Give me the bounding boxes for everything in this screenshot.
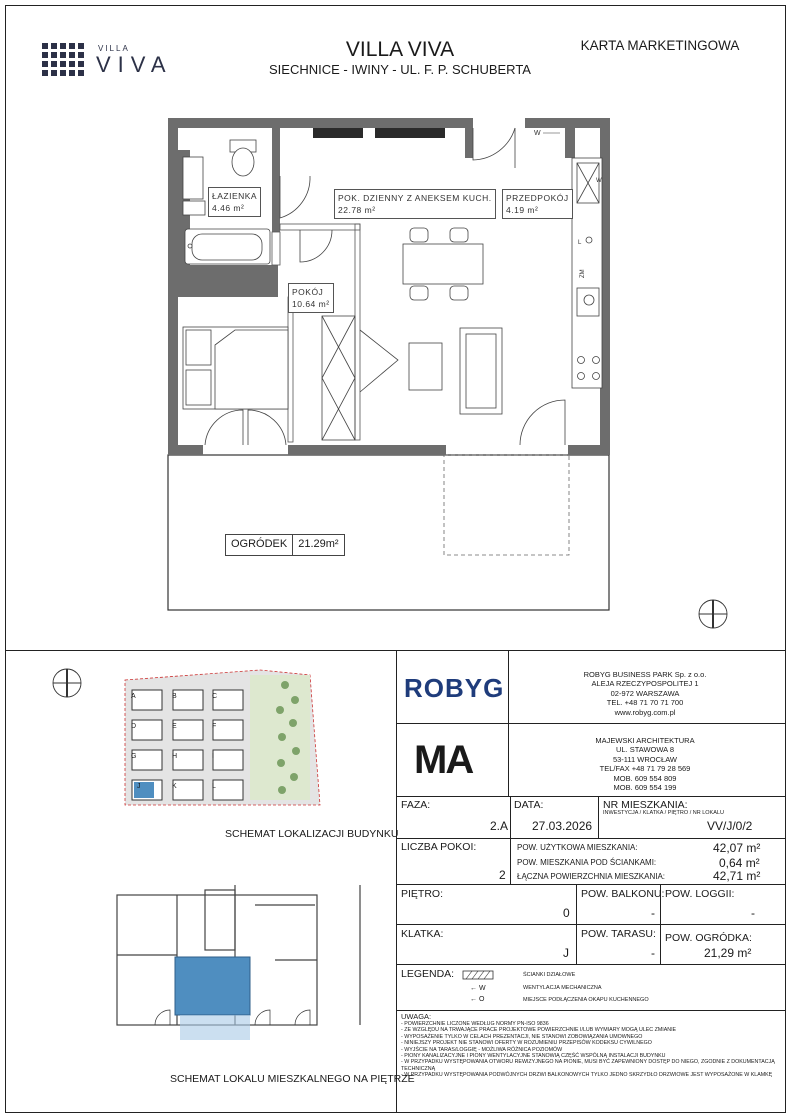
legend-item: WENTYLACJA MECHANICZNA	[523, 985, 602, 991]
balcony-label: POW. BALKONU:	[581, 888, 665, 900]
divider	[396, 650, 397, 1113]
nr-sublabel: INWESTYCJA / KLATKA / PIĘTRO / NR LOKALU	[603, 810, 724, 816]
room-name: ŁAZIENKA	[212, 191, 258, 201]
building-label: E	[172, 723, 177, 730]
floor-scheme	[95, 875, 390, 1055]
garden-area: 21.29m²	[298, 538, 339, 550]
kitchen	[572, 158, 602, 388]
developer-line: ALEJA RZECZYPOSPOLITEJ 1	[591, 679, 699, 689]
divider	[396, 964, 786, 965]
ma-logo: MA	[414, 738, 473, 782]
note-line: - PIONY KANALIZACYJNE I PIONY WENTYLACYJNE STANOWIĄ CZĘŚĆ WSPÓLNĄ INSTALACJI BUDYNKU	[401, 1053, 666, 1060]
balcony-value: -	[651, 906, 655, 920]
floor-value: 0	[563, 906, 570, 920]
unit-highlight	[175, 957, 250, 1015]
date-value: 27.03.2026	[532, 819, 593, 833]
divider	[576, 884, 577, 964]
building-label: G	[131, 753, 137, 760]
document-type: KARTA MARKETINGOWA	[580, 38, 740, 53]
building-label: I	[212, 753, 214, 760]
notes-title: UWAGA:	[401, 1012, 432, 1021]
page-title: VILLA VIVA	[345, 38, 455, 61]
staircase-value: J	[563, 946, 569, 960]
logo-big-text: VIVA	[96, 52, 173, 77]
legend-hood-symbol: ← O	[470, 996, 485, 1003]
building-label: D	[131, 723, 137, 730]
mark-w1: W	[534, 130, 541, 137]
rooms-label: LICZBA POKOI:	[401, 841, 477, 853]
developer-info	[520, 670, 770, 717]
label-room	[288, 283, 334, 313]
rooms-value: 2	[499, 868, 506, 882]
loggia-value: -	[751, 906, 755, 920]
date-label: DATA:	[514, 799, 544, 811]
note-line: - W PRZYPADKU WYSTĘPOWANIA PODWÓJNYCH DRZWI BALKONOWYCH TYLKO JEDNO SKRZYDŁO DRZWIOWE JEST WYPOSAŻONE W KLAMKĘ	[401, 1072, 773, 1079]
note-line: - POWIERZCHNIE LICZONE WEDŁUG NORMY PN-ISO 9836	[401, 1021, 549, 1027]
mark-l: L	[578, 240, 582, 246]
site-location-map	[10, 655, 390, 820]
divider	[396, 884, 786, 885]
garden-area-value: 21,29 m²	[704, 946, 752, 960]
legend-o: O	[478, 996, 485, 1003]
divider	[510, 838, 511, 884]
notes-list	[401, 1021, 781, 1079]
north-compass	[699, 600, 727, 628]
windows-top	[313, 128, 445, 138]
developer-line: TEL. +48 71 70 71 700	[606, 698, 684, 708]
bed	[183, 327, 288, 409]
terrace-value: -	[651, 946, 655, 960]
note-line: - WYJŚCIE NA TARAS/LOGGIĘ - MOŻLIWA RÓŻNICA POZIOMÓW	[401, 1046, 563, 1053]
building-label: K	[172, 783, 177, 790]
terrace-label: POW. TARASU:	[581, 928, 656, 940]
note-line: - WYPOSAŻENIE TYLKO W CELACH PREZENTACJI, NIE STANOWI ZOBOWIĄZANIA UMOWNEGO	[401, 1033, 643, 1040]
room-name: PRZEDPOKÓJ	[506, 193, 569, 203]
legend-item: MIEJSCE PODŁĄCZENIA OKAPU KUCHENNEGO	[523, 997, 649, 1003]
developer-line: www.robyg.com.pl	[614, 707, 676, 717]
mark-w2: W	[596, 178, 602, 184]
garden-highlight	[180, 1015, 250, 1040]
architect-info	[520, 736, 770, 792]
room-name: POK. DZIENNY Z ANEKSEM KUCH.	[338, 193, 492, 203]
divider	[598, 796, 599, 838]
garden-name: OGRÓDEK	[226, 535, 293, 555]
location-caption: SCHEMAT LOKALIZACJI BUDYNKU	[225, 828, 399, 840]
note-line: TECHNICZNĄ	[401, 1065, 436, 1072]
legend-label: LEGENDA:	[401, 968, 455, 980]
architect-line: TEL/FAX +48 71 79 28 569	[599, 764, 691, 774]
total-area-value: 42,71 m²	[713, 869, 761, 883]
building-label: F	[212, 723, 217, 730]
under-walls-value: 0,64 m²	[719, 856, 760, 870]
room-name: POKÓJ	[292, 287, 324, 297]
room-area: 4.19 m²	[506, 205, 539, 215]
label-living-room	[334, 189, 496, 219]
garden-outline	[168, 455, 609, 610]
note-line: - NINIEJSZY PROJEKT NIE STANOWI OFERTY W ROZUMIENIU PRZEPISÓW KODEKSU CYWILNEGO	[401, 1040, 652, 1047]
robyg-logo: ROBYG	[404, 673, 505, 703]
mark-zm: ZM	[580, 269, 586, 278]
building-label: C	[212, 693, 218, 700]
building-label: L	[212, 783, 216, 790]
divider	[396, 1010, 786, 1011]
building-label: J	[137, 783, 141, 790]
wardrobe	[322, 316, 355, 440]
under-walls-label: POW. MIESZKANIA POD ŚCIANKAMI:	[517, 858, 657, 867]
room-area: 4.46 m²	[212, 203, 245, 213]
nr-label: NR MIESZKANIA:	[603, 799, 688, 811]
partition-wall-symbol	[462, 970, 494, 980]
divider	[396, 723, 786, 724]
architect-line: MOB. 609 554 809	[613, 773, 677, 783]
building-label: A	[131, 693, 136, 700]
floor-caption: SCHEMAT LOKALU MIESZKALNEGO NA PIĘTRZE	[170, 1073, 415, 1085]
total-area-label: ŁĄCZNA POWIERZCHNIA MIESZKANIA:	[517, 872, 666, 881]
loggia-label: POW. LOGGII:	[665, 888, 735, 900]
logo-small-text: VILLA	[98, 44, 130, 53]
divider	[396, 796, 786, 797]
building-label: B	[172, 693, 177, 700]
map-compass	[53, 669, 81, 697]
usable-area-label: POW. UŻYTKOWA MIESZKANIA:	[517, 843, 638, 852]
label-bathroom	[208, 187, 261, 217]
staircase-label: KLATKA:	[401, 928, 444, 940]
architect-line: MAJEWSKI ARCHITEKTURA	[595, 736, 695, 745]
usable-area-value: 42,07 m²	[713, 841, 761, 855]
legend-item: ŚCIANKI DZIAŁOWE	[523, 972, 576, 978]
note-line: - W PRZYPADKU WYSTĘPOWANIA OTWORU REWIZYJNEGO NA PIONIE, MUSI BYĆ ZAPEWNIONY DOSTĘP DO NIEGO, ZGODNIE Z DOKUMENTACJĄ	[401, 1059, 775, 1066]
divider	[396, 838, 786, 839]
note-line: - ZE WZGLĘDU NA TRWAJĄCE PRACE PROJEKTOWE POWIERZCHNIE I/LUB WYMIARY MOGĄ ULEC ZMIANIE	[401, 1027, 677, 1034]
legend-vent-symbol: ← W	[470, 985, 486, 992]
faza-label: FAZA:	[401, 799, 431, 811]
dining-table	[403, 228, 483, 300]
nr-value: VV/J/0/2	[707, 819, 753, 833]
page-subtitle: SIECHNICE - IWINY - UL. F. P. SCHUBERTA	[269, 62, 531, 77]
legend-w: W	[478, 985, 486, 992]
faza-value: 2.A	[490, 819, 509, 833]
building-label: H	[172, 753, 178, 760]
garden-area-label: POW. OGRÓDKA:	[665, 932, 752, 944]
terrace-dashed	[444, 455, 569, 555]
label-hall	[502, 189, 573, 219]
floor-label: PIĘTRO:	[401, 888, 444, 900]
divider	[396, 924, 786, 925]
architect-line: 53-111 WROCŁAW	[612, 754, 678, 764]
developer-line: 02-972 WARSZAWA	[610, 688, 680, 698]
sofa	[409, 328, 502, 414]
architect-line: UL. STAWOWA 8	[615, 745, 675, 755]
label-garden	[225, 534, 345, 556]
room-area: 22.78 m²	[338, 205, 376, 215]
developer-line: ROBYG BUSINESS PARK Sp. z o.o.	[583, 670, 707, 679]
room-area: 10.64 m²	[292, 299, 330, 309]
architect-line: MOB. 609 554 199	[613, 783, 677, 793]
divider	[510, 796, 511, 838]
